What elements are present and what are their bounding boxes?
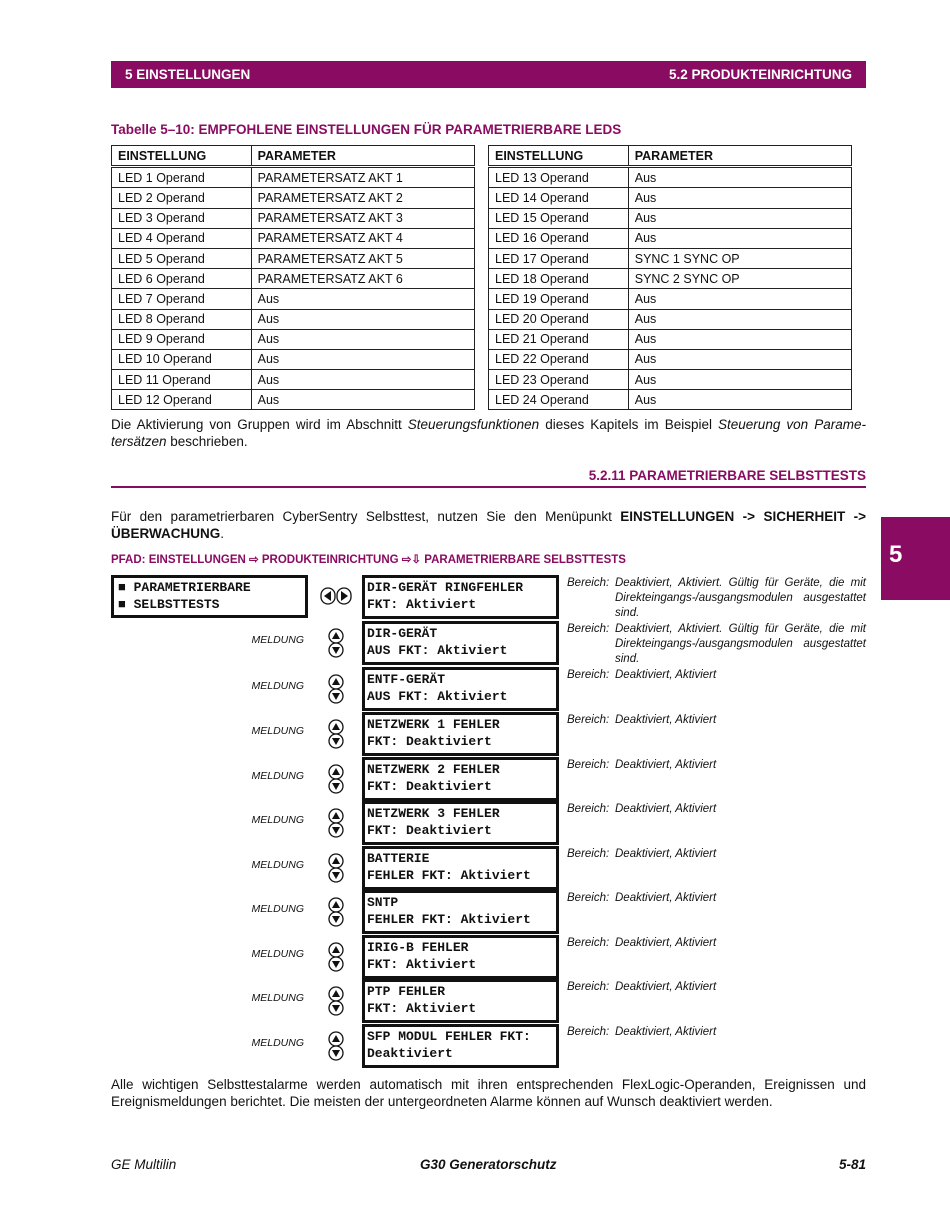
table-row <box>489 370 852 390</box>
setting-line-1: SNTP <box>367 895 399 910</box>
left-right-keys-icon <box>320 587 352 605</box>
setting-line-2: FEHLER FKT: Aktiviert <box>367 912 531 927</box>
parameter-cell: Aus <box>251 329 474 349</box>
meldung-label: MELDUNG <box>251 992 304 1004</box>
table-row <box>489 309 852 329</box>
table-row <box>489 390 852 410</box>
up-down-keys-icon <box>328 853 344 883</box>
table-row <box>112 349 475 369</box>
setting-display-box <box>362 890 559 934</box>
setting-cell: LED 6 Operand <box>112 269 252 289</box>
text: . <box>220 526 225 541</box>
path-step: PARAMETRIERBARE SELBSTTESTS <box>424 554 626 566</box>
table-row <box>112 248 475 268</box>
paragraph-alarms: Alle wichtigen Selbsttestalarme werden automatisch mit ihren entsprechenden FlexLogic-Operanden, Ereignissen und Ereignismeldungen berichtet. Die meisten der untergeordneten Alarme können auf Wunsch deaktiviert werden. <box>111 1077 866 1109</box>
menu-path <box>111 552 626 566</box>
setting-cell: LED 19 Operand <box>489 289 629 309</box>
setting-cell: LED 3 Operand <box>112 208 252 228</box>
range-values: Deaktiviert, Aktiviert. Gültig für Geräte, die mit Direkteingangs-/ausgangsmodulen ausgestattet sind. <box>615 623 866 665</box>
chapter-tab <box>881 517 950 600</box>
table-row <box>489 228 852 248</box>
setting-cell: LED 22 Operand <box>489 349 629 369</box>
led-table-left <box>111 145 475 410</box>
up-down-keys-icon <box>328 719 344 749</box>
setting-line-1: NETZWERK 1 FEHLER <box>367 717 500 732</box>
range-values: Deaktiviert, Aktiviert <box>615 981 717 993</box>
menu-line: ■ PARAMETRIERBARE <box>118 580 251 595</box>
setting-line-2: FKT: Aktiviert <box>367 1001 477 1016</box>
range-values: Deaktiviert, Aktiviert <box>615 892 717 904</box>
setting-cell: LED 20 Operand <box>489 309 629 329</box>
table-row <box>489 188 852 208</box>
arrow-right-down-icon: ⇨⇩ <box>401 554 422 566</box>
menu-line: ■ SELBSTTESTS <box>118 597 220 612</box>
range-label: Bereich: <box>567 669 610 681</box>
text: beschrieben. <box>166 434 248 449</box>
table-row <box>112 208 475 228</box>
range-label: Bereich: <box>567 577 610 589</box>
setting-line-1: SFP MODUL FEHLER FKT: <box>367 1029 531 1044</box>
table-row <box>489 329 852 349</box>
setting-line-2: FKT: Deaktiviert <box>367 734 492 749</box>
setting-range <box>567 891 867 906</box>
setting-line-2: FKT: Deaktiviert <box>367 823 492 838</box>
column-header-parameter: PARAMETER <box>251 146 474 167</box>
setting-cell: LED 23 Operand <box>489 370 629 390</box>
table-row <box>489 269 852 289</box>
setting-line-1: PTP FEHLER <box>367 984 446 999</box>
reference-text: Steuerung von Parame-tersätzen <box>111 417 866 449</box>
setting-cell: LED 2 Operand <box>112 188 252 208</box>
setting-cell: LED 1 Operand <box>112 167 252 188</box>
parameter-cell: Aus <box>628 329 851 349</box>
setting-line-2: FKT: Aktiviert <box>367 957 477 972</box>
table-row <box>112 370 475 390</box>
meldung-label: MELDUNG <box>251 770 304 782</box>
meldung-label: MELDUNG <box>251 1037 304 1049</box>
meldung-label: MELDUNG <box>251 725 304 737</box>
range-values: Deaktiviert, Aktiviert <box>615 1026 717 1038</box>
arrow-right-icon: ⇨ <box>249 554 259 566</box>
setting-range <box>567 668 867 683</box>
text: dieses Kapitels im Beispiel <box>539 417 719 432</box>
chapter-number: 5 <box>889 541 903 568</box>
table-row <box>489 349 852 369</box>
setting-range <box>567 576 867 619</box>
setting-cell: LED 18 Operand <box>489 269 629 289</box>
up-down-keys-icon <box>328 986 344 1016</box>
setting-range <box>567 936 867 951</box>
table-row <box>489 208 852 228</box>
table-row <box>112 289 475 309</box>
parameter-cell: Aus <box>251 309 474 329</box>
setting-display-box <box>362 712 559 756</box>
setting-range <box>567 802 867 817</box>
meldung-label: MELDUNG <box>251 903 304 915</box>
setting-cell: LED 24 Operand <box>489 390 629 410</box>
parameter-cell: Aus <box>251 349 474 369</box>
setting-line-1: BATTERIE <box>367 851 430 866</box>
setting-display-box <box>362 667 559 711</box>
setting-cell: LED 11 Operand <box>112 370 252 390</box>
column-header-setting: EINSTELLUNG <box>489 146 629 167</box>
footer-page-number: 5-81 <box>838 1157 866 1172</box>
setting-line-1: DIR-GERÄT <box>367 626 438 641</box>
parameter-cell: PARAMETERSATZ AKT 6 <box>251 269 474 289</box>
setting-range <box>567 758 867 773</box>
meldung-label: MELDUNG <box>251 634 304 646</box>
menu-line-text: PARAMETRIERBARE <box>133 580 251 595</box>
header-section: 5.2 PRODUKTEINRICHTUNG <box>668 67 852 82</box>
up-down-keys-icon <box>328 808 344 838</box>
menu-line-text: SELBSTTESTS <box>133 597 220 612</box>
table-row <box>489 289 852 309</box>
parameter-cell: Aus <box>251 390 474 410</box>
parameter-cell: Aus <box>628 228 851 248</box>
paragraph-cybersentry <box>111 508 866 542</box>
parameter-cell: Aus <box>628 289 851 309</box>
range-label: Bereich: <box>567 937 610 949</box>
setting-line-1: IRIG-B FEHLER <box>367 940 469 955</box>
range-values: Deaktiviert, Aktiviert <box>615 714 717 726</box>
parameter-cell: PARAMETERSATZ AKT 4 <box>251 228 474 248</box>
parameter-cell: Aus <box>251 289 474 309</box>
setting-cell: LED 14 Operand <box>489 188 629 208</box>
setting-line-2: FKT: Aktiviert <box>367 597 477 612</box>
column-header-parameter: PARAMETER <box>628 146 851 167</box>
parameter-cell: Aus <box>628 370 851 390</box>
parameter-cell: PARAMETERSATZ AKT 1 <box>251 167 474 188</box>
range-label: Bereich: <box>567 892 610 904</box>
range-values: Deaktiviert, Aktiviert <box>615 669 717 681</box>
table-row <box>112 167 475 188</box>
range-values: Deaktiviert, Aktiviert <box>615 848 717 860</box>
footer-product: G30 Generatorschutz <box>420 1157 557 1172</box>
path-step: PRODUKTEINRICHTUNG <box>261 554 399 566</box>
table-row <box>489 248 852 268</box>
table-row <box>112 269 475 289</box>
setting-line-2: AUS FKT: Aktiviert <box>367 689 508 704</box>
range-label: Bereich: <box>567 759 610 771</box>
range-values: Deaktiviert, Aktiviert <box>615 759 717 771</box>
page-header-bar <box>111 61 866 88</box>
up-down-keys-icon <box>328 628 344 658</box>
table-row <box>112 329 475 349</box>
setting-cell: LED 15 Operand <box>489 208 629 228</box>
range-label: Bereich: <box>567 981 610 993</box>
parameter-cell: PARAMETERSATZ AKT 3 <box>251 208 474 228</box>
setting-line-1: DIR-GERÄT RINGFEHLER <box>367 580 524 595</box>
table-row <box>112 309 475 329</box>
path-label: PFAD: EINSTELLUNGEN <box>111 554 246 566</box>
setting-display-box <box>362 979 559 1023</box>
led-table-right <box>488 145 852 410</box>
setting-range <box>567 713 867 728</box>
setting-line-1: ENTF-GERÄT <box>367 672 446 687</box>
header-chapter: 5 EINSTELLUNGEN <box>125 67 251 82</box>
setting-display-box <box>362 846 559 890</box>
range-values: Deaktiviert, Aktiviert <box>615 803 717 815</box>
text: Die Aktivierung von Gruppen wird im Abschnitt <box>111 417 408 432</box>
setting-display-box <box>362 575 559 619</box>
setting-cell: LED 16 Operand <box>489 228 629 248</box>
parameter-cell: Aus <box>628 167 851 188</box>
section-rule <box>111 486 866 488</box>
setting-line-1: NETZWERK 2 FEHLER <box>367 762 500 777</box>
table-row <box>112 188 475 208</box>
range-values: Deaktiviert, Aktiviert. Gültig für Geräte, die mit Direkteingangs-/ausgangsmodulen ausgestattet sind. <box>615 577 866 619</box>
setting-cell: LED 17 Operand <box>489 248 629 268</box>
range-label: Bereich: <box>567 623 610 635</box>
table-title: Tabelle 5–10: EMPFOHLENE EINSTELLUNGEN FÜR PARAMETRIERBARE LEDS <box>111 122 622 137</box>
setting-line-2: FKT: Deaktiviert <box>367 779 492 794</box>
setting-display-box <box>362 935 559 979</box>
menu-heading-box <box>111 575 308 618</box>
section-heading: 5.2.11 PARAMETRIERBARE SELBSTTESTS <box>588 468 866 483</box>
setting-cell: LED 5 Operand <box>112 248 252 268</box>
range-label: Bereich: <box>567 803 610 815</box>
setting-cell: LED 21 Operand <box>489 329 629 349</box>
table-row <box>112 390 475 410</box>
parameter-cell: Aus <box>628 208 851 228</box>
setting-line-1: NETZWERK 3 FEHLER <box>367 806 500 821</box>
parameter-cell: SYNC 2 SYNC OP <box>628 269 851 289</box>
setting-display-box <box>362 757 559 801</box>
footer-company: GE Multilin <box>111 1157 177 1172</box>
meldung-label: MELDUNG <box>251 859 304 871</box>
setting-cell: LED 9 Operand <box>112 329 252 349</box>
parameter-cell: PARAMETERSATZ AKT 2 <box>251 188 474 208</box>
up-down-keys-icon <box>328 942 344 972</box>
parameter-cell: Aus <box>251 370 474 390</box>
meldung-label: MELDUNG <box>251 814 304 826</box>
setting-line-2: Deaktiviert <box>367 1046 453 1061</box>
setting-line-2: AUS FKT: Aktiviert <box>367 643 508 658</box>
setting-range <box>567 847 867 862</box>
text: Für den parametrierbaren CyberSentry Selbsttest, nutzen Sie den Menüpunkt <box>111 509 621 524</box>
setting-range <box>567 980 867 995</box>
meldung-label: MELDUNG <box>251 948 304 960</box>
column-header-setting: EINSTELLUNG <box>112 146 252 167</box>
reference-text: Steuerungsfunktionen <box>407 417 540 432</box>
up-down-keys-icon <box>328 897 344 927</box>
up-down-keys-icon <box>328 1031 344 1061</box>
range-values: Deaktiviert, Aktiviert <box>615 937 717 949</box>
setting-cell: LED 13 Operand <box>489 167 629 188</box>
menu-path-text: EINSTELLUNGEN -> SICHERHEIT -> ÜBERWACHUNG <box>111 509 866 541</box>
parameter-cell: Aus <box>628 188 851 208</box>
range-label: Bereich: <box>567 714 610 726</box>
up-down-keys-icon <box>328 764 344 794</box>
up-down-keys-icon <box>328 674 344 704</box>
setting-range <box>567 1025 867 1040</box>
setting-line-2: FEHLER FKT: Aktiviert <box>367 868 531 883</box>
parameter-cell: PARAMETERSATZ AKT 5 <box>251 248 474 268</box>
setting-cell: LED 10 Operand <box>112 349 252 369</box>
setting-cell: LED 4 Operand <box>112 228 252 248</box>
parameter-cell: Aus <box>628 309 851 329</box>
meldung-label: MELDUNG <box>251 680 304 692</box>
range-label: Bereich: <box>567 848 610 860</box>
parameter-cell: Aus <box>628 390 851 410</box>
range-label: Bereich: <box>567 1026 610 1038</box>
setting-cell: LED 8 Operand <box>112 309 252 329</box>
setting-cell: LED 7 Operand <box>112 289 252 309</box>
parameter-cell: Aus <box>628 349 851 369</box>
setting-display-box <box>362 621 559 665</box>
table-row <box>112 228 475 248</box>
setting-display-box <box>362 801 559 845</box>
setting-range <box>567 622 867 665</box>
setting-display-box <box>362 1024 559 1068</box>
paragraph-group-activation <box>111 416 866 450</box>
parameter-cell: SYNC 1 SYNC OP <box>628 248 851 268</box>
setting-cell: LED 12 Operand <box>112 390 252 410</box>
table-row <box>489 167 852 188</box>
